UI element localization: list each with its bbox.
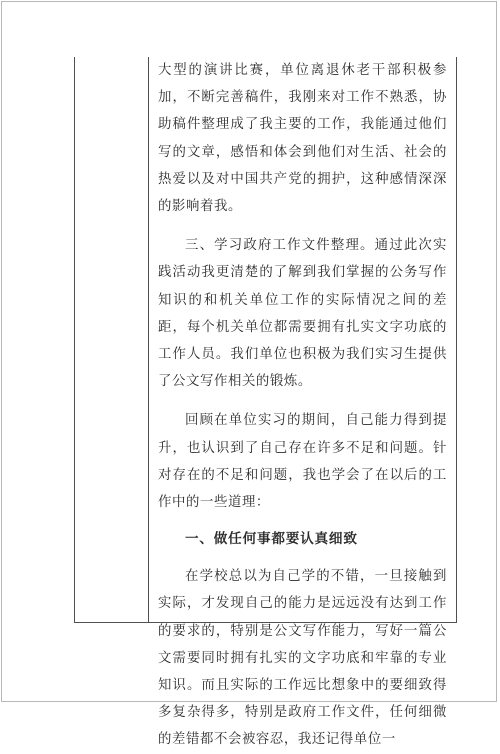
column-divider [148, 57, 149, 622]
paragraph-speech-contest: 大型的演讲比赛，单位离退休老干部积极参加，不断完善稿件，我刚来对工作不熟悉，协助稿件整理成了我主要的工作，我能通过他们写的文章，感悟和体会到他们对生活、社会的热爱以及对中国共产党的拥护，这种感情深深的影响着我。 [158, 63, 447, 215]
document-body [158, 57, 447, 754]
paragraph-document-study: 三、学习政府工作文件整理。通过此次实践活动我更清楚的了解到我们掌握的公务写作知识的和机关单位工作的实际情况之间的差距，每个机关单位都需要拥有扎实文字功底的工作人员。我们单位也积极为我们实习生提供了公文写作相关的锻炼。 [158, 238, 447, 390]
section-heading: 一、做任何事都要认真细致 [185, 531, 358, 548]
paragraph-school-vs-work: 在学校总以为自己学的不错，一旦接触到实际，才发现自己的能力是远远没有达到工作的要求的，特别是公文写作能力，写好一篇公文需要同时拥有扎实的文字功底和牢靠的专业知识。而且实际的工作远比想象中的要细致得多复杂得多，特别是政府工作文件，任何细微的差错都不会被容忍，我还记得单位一 [158, 569, 447, 748]
paragraph-reflection: 回顾在单位实习的期间，自己能力得到提升，也认识到了自己存在许多不足和问题。针对存在的不足和问题，我也学会了在以后的工作中的一些道理： [158, 413, 447, 511]
